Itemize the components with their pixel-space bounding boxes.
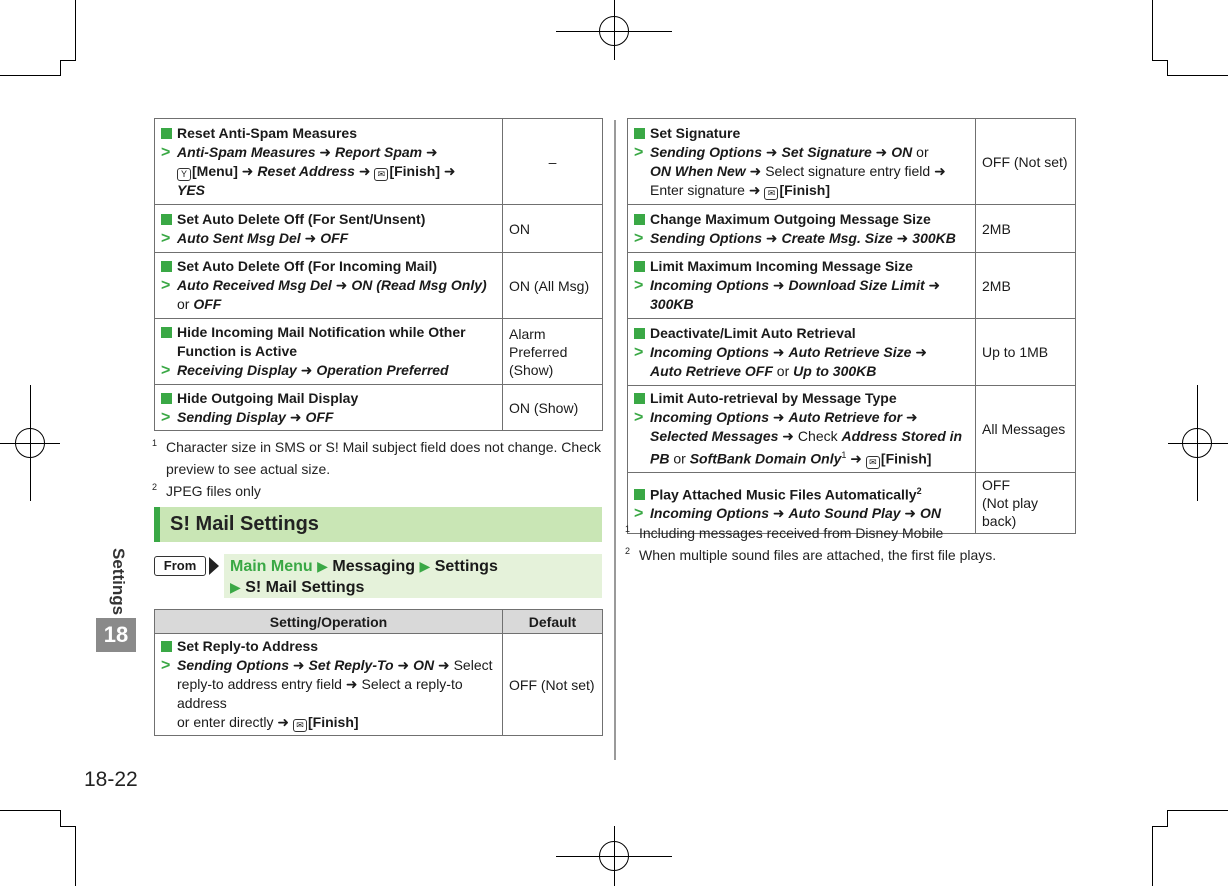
mail-key-icon: ✉ (374, 168, 388, 181)
chapter-tab-label: Settings (109, 548, 128, 616)
table-row: Set Auto Delete Off (For Sent/Unsent) > Auto Sent Msg Del ➜ OFF ON (155, 205, 603, 253)
crop-mark (60, 60, 76, 61)
footnote: 2 JPEG files only (152, 482, 261, 499)
page-number: 18-22 (84, 768, 138, 791)
right-footnotes (625, 522, 1075, 566)
menu-key-icon: Y (177, 168, 191, 181)
mail-key-icon: ✉ (293, 719, 307, 732)
registration-mark (614, 826, 615, 886)
from-arrow-icon (209, 557, 219, 575)
from-badge: From (154, 556, 206, 576)
mail-key-icon: ✉ (764, 187, 778, 200)
table-row: Hide Incoming Mail Notification while Other Function is Active > Receiving Display ➜ Operation Preferred Alarm Preferred (Show) (155, 319, 603, 385)
section-heading: S! Mail Settings (154, 507, 602, 542)
smail-settings-table (154, 609, 603, 736)
column-divider (614, 120, 616, 760)
crop-mark (60, 810, 61, 826)
crop-mark (1152, 0, 1153, 60)
footnote: 1 Character size in SMS or S! Mail subject field does not change. Check preview to see actual size. (152, 438, 601, 477)
crop-mark (0, 75, 60, 76)
crop-mark (1167, 810, 1168, 826)
crop-mark (1167, 60, 1168, 76)
table-row: Limit Auto-retrieval by Message Type > Incoming Options ➜ Auto Retrieve for ➜ Selected Messages ➜ Check Address Stored in PB or SoftBank Domain Only$^1$ ➜ ✉ [Finish] All Messages (628, 386, 1076, 473)
crop-mark (1152, 826, 1168, 827)
mail-key-icon: ✉ (866, 456, 880, 469)
registration-mark (614, 0, 615, 60)
crop-mark (1152, 826, 1153, 886)
left-footnotes (152, 436, 602, 502)
table-row: Reset Anti-Spam Measures > Anti-Spam Measures ➜ Report Spam ➜ Y [Menu] ➜ Reset Address ➜ ✉ [Finish] ➜ YES – (155, 119, 603, 205)
footnote: 1 Including messages received from Disney Mobile (625, 524, 944, 541)
footnote: 2 When multiple sound files are attached, the first file plays. (625, 546, 997, 563)
table-row: Play Attached Music Files Automatically$^2$ > Incoming Options ➜ Auto Sound Play ➜ ON OFF (Not play back) (628, 472, 1076, 533)
crop-mark (1152, 60, 1168, 61)
table-row: Set Auto Delete Off (For Incoming Mail) > Auto Received Msg Del ➜ ON (Read Msg Only) or OFF ON (All Msg) (155, 253, 603, 319)
crop-mark (1168, 810, 1228, 811)
right-settings-table (627, 118, 1076, 534)
table-header-row: Setting/Operation Default (155, 610, 603, 634)
crop-mark (75, 0, 76, 60)
crop-mark (75, 826, 76, 886)
table-row: Deactivate/Limit Auto Retrieval > Incoming Options ➜ Auto Retrieve Size ➜ Auto Retrieve OFF or Up to 300KB Up to 1MB (628, 319, 1076, 386)
menu-path: Main Menu ▶ Messaging ▶ Settings ▶ S! Mail Settings (224, 554, 602, 598)
crop-mark (60, 60, 61, 76)
left-settings-table (154, 118, 603, 431)
table-row: Hide Outgoing Mail Display > Sending Display ➜ OFF ON (Show) (155, 385, 603, 431)
registration-mark (1197, 385, 1198, 501)
crop-mark (1168, 75, 1228, 76)
table-row: Limit Maximum Incoming Message Size > Incoming Options ➜ Download Size Limit ➜ 300KB 2MB (628, 253, 1076, 319)
table-row: Change Maximum Outgoing Message Size > Sending Options ➜ Create Msg. Size ➜ 300KB 2MB (628, 205, 1076, 253)
crop-mark (0, 810, 60, 811)
table-row: Set Signature > Sending Options ➜ Set Signature ➜ ON or ON When New ➜ Select signature entry field ➜ Enter signature ➜ ✉ [Finish] OFF (Not set) (628, 119, 1076, 205)
registration-mark (1168, 443, 1228, 444)
chapter-tab-number: 18 (96, 618, 136, 652)
table-row: Set Reply-to Address > Sending Options ➜ Set Reply-To ➜ ON ➜ Select reply-to address entry field ➜ Select a reply-to address or enter directly ➜ ✉ [Finish] OFF (Not set) (155, 634, 603, 736)
registration-mark (30, 385, 31, 501)
crop-mark (60, 826, 76, 827)
